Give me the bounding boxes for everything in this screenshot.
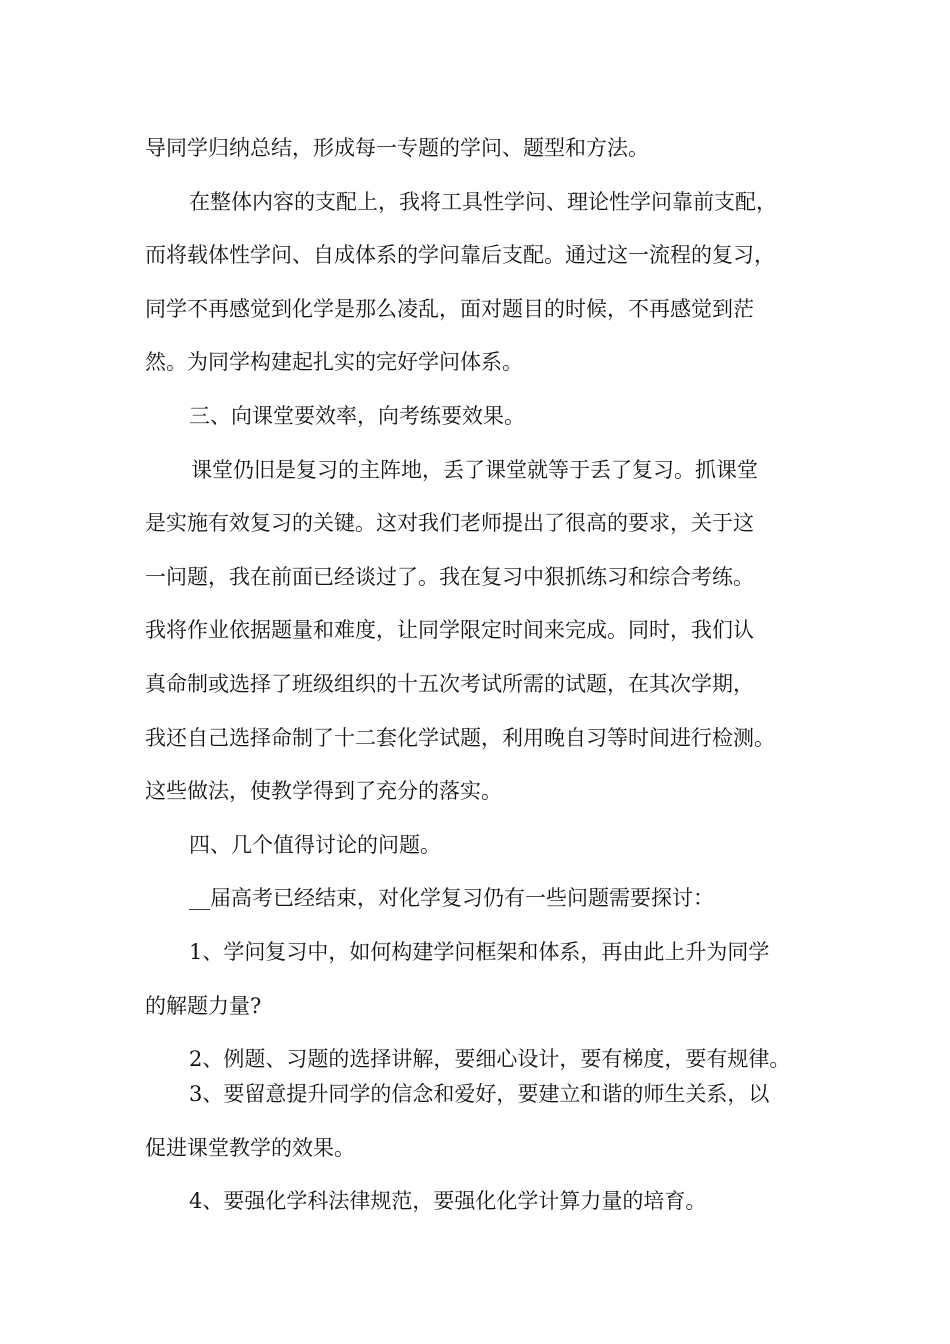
text-line: __届高考已经结束，对化学复习仍有一些问题需要探讨： [189, 886, 714, 911]
text-line: 在整体内容的支配上，我将工具性学问、理论性学问靠前支配， [189, 189, 777, 214]
text-line: 我将作业依据题量和难度，让同学限定时间来完成。同时，我们认 [145, 618, 754, 643]
section-heading: 四、几个值得讨论的问题。 [189, 832, 441, 857]
text-line: 课堂仍旧是复习的主阵地，丢了课堂就等于丢了复习。抓课堂 [191, 457, 758, 482]
text-line: 是实施有效复习的关键。这对我们老师提出了很高的要求，关于这 [145, 511, 754, 536]
text-line: 这些做法，使教学得到了充分的落实。 [145, 779, 502, 804]
text-line: 导同学归纳总结，形成每一专题的学问、题型和方法。 [145, 136, 649, 160]
text-line: 一问题，我在前面已经谈过了。我在复习中狠抓练习和综合考练。 [145, 564, 754, 589]
list-item: 1、学问复习中，如何构建学问框架和体系，再由此上升为同学 [189, 939, 770, 964]
text-line: 促进课堂教学的效果。 [145, 1135, 355, 1160]
section-heading: 三、向课堂要效率，向考练要效果。 [189, 403, 525, 428]
text-line: 然。为同学构建起扎实的完好学问体系。 [145, 350, 523, 375]
text-line: 真命制或选择了班级组织的十五次考试所需的试题，在其次学期， [145, 671, 754, 696]
text-line: 的解题力量? [145, 993, 262, 1018]
list-item: 2、例题、习题的选择讲解，要细心设计，要有梯度，要有规律。 [189, 1047, 791, 1072]
list-item: 4、要强化学科法律规范，要强化化学计算力量的培育。 [189, 1189, 707, 1214]
list-item: 3、要留意提升同学的信念和爱好，要建立和谐的师生关系，以 [189, 1082, 770, 1106]
document-body-bottom [145, 1068, 825, 1229]
text-line: 我还自己选择命制了十二套化学试题，利用晚自习等时间进行检测。 [145, 725, 775, 750]
text-line: 而将载体性学问、自成体系的学问靠后支配。通过这一流程的复习， [145, 243, 775, 268]
document-body-top [145, 122, 825, 1087]
text-line: 同学不再感觉到化学是那么凌乱，面对题目的时候，不再感觉到茫 [145, 296, 754, 321]
